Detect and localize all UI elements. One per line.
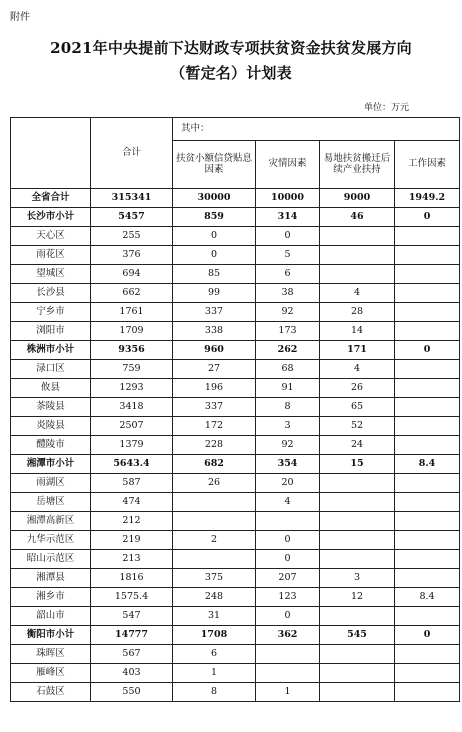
cell-region: 湘潭高新区 <box>11 512 91 531</box>
cell-work <box>395 569 460 588</box>
unit-label: 单位：万元 <box>364 103 410 113</box>
cell-region: 湘乡市 <box>11 588 91 607</box>
cell-disaster: 92 <box>256 436 320 455</box>
cell-work <box>395 379 460 398</box>
cell-work <box>395 246 460 265</box>
cell-total: 474 <box>91 493 173 512</box>
cell-work: 0 <box>395 341 460 360</box>
cell-disaster: 38 <box>256 284 320 303</box>
table-row <box>11 398 460 417</box>
cell-total: 2507 <box>91 417 173 436</box>
cell-relocation: 52 <box>320 417 395 436</box>
cell-region: 茶陵县 <box>11 398 91 417</box>
cell-microcredit: 26 <box>173 474 256 493</box>
cell-relocation: 15 <box>320 455 395 474</box>
cell-region: 长沙县 <box>11 284 91 303</box>
cell-total: 3418 <box>91 398 173 417</box>
cell-microcredit <box>173 493 256 512</box>
cell-disaster: 0 <box>256 227 320 246</box>
cell-disaster: 354 <box>256 455 320 474</box>
cell-relocation <box>320 550 395 569</box>
cell-work <box>395 512 460 531</box>
cell-region: 醴陵市 <box>11 436 91 455</box>
cell-work <box>395 303 460 322</box>
cell-relocation: 28 <box>320 303 395 322</box>
cell-relocation: 4 <box>320 284 395 303</box>
cell-total: 759 <box>91 360 173 379</box>
cell-total: 662 <box>91 284 173 303</box>
cell-region: 昭山示范区 <box>11 550 91 569</box>
cell-region: 九华示范区 <box>11 531 91 550</box>
cell-work: 0 <box>395 208 460 227</box>
cell-region: 雁峰区 <box>11 664 91 683</box>
cell-work <box>395 645 460 664</box>
cell-disaster: 92 <box>256 303 320 322</box>
table-row <box>11 284 460 303</box>
header-region <box>11 118 91 189</box>
document-title-line2: （暂定名）计划表 <box>170 64 292 82</box>
header-total: 合计 <box>91 118 173 189</box>
cell-region: 雨花区 <box>11 246 91 265</box>
cell-microcredit: 228 <box>173 436 256 455</box>
table-row <box>11 341 460 360</box>
cell-work <box>395 493 460 512</box>
cell-relocation <box>320 531 395 550</box>
table-row <box>11 360 460 379</box>
cell-work: 0 <box>395 626 460 645</box>
cell-microcredit: 30000 <box>173 189 256 208</box>
header-col-microcredit: 扶贫小额信贷贴息因素 <box>173 141 256 189</box>
cell-work <box>395 398 460 417</box>
cell-relocation: 46 <box>320 208 395 227</box>
cell-microcredit: 248 <box>173 588 256 607</box>
cell-microcredit: 31 <box>173 607 256 626</box>
cell-total: 212 <box>91 512 173 531</box>
cell-work <box>395 322 460 341</box>
cell-microcredit: 27 <box>173 360 256 379</box>
cell-total: 403 <box>91 664 173 683</box>
cell-disaster <box>256 664 320 683</box>
cell-region: 珠晖区 <box>11 645 91 664</box>
cell-relocation: 9000 <box>320 189 395 208</box>
cell-relocation: 12 <box>320 588 395 607</box>
cell-disaster <box>256 512 320 531</box>
cell-region: 长沙市小计 <box>11 208 91 227</box>
cell-microcredit: 338 <box>173 322 256 341</box>
cell-microcredit: 682 <box>173 455 256 474</box>
table-row <box>11 512 460 531</box>
cell-relocation <box>320 512 395 531</box>
table-row <box>11 474 460 493</box>
allocation-table <box>10 117 460 702</box>
cell-relocation <box>320 683 395 702</box>
table-row <box>11 417 460 436</box>
table-row <box>11 208 460 227</box>
header-col-disaster: 灾情因素 <box>256 141 320 189</box>
cell-relocation <box>320 474 395 493</box>
cell-disaster: 10000 <box>256 189 320 208</box>
cell-work <box>395 284 460 303</box>
cell-region: 全省合计 <box>11 189 91 208</box>
cell-microcredit: 2 <box>173 531 256 550</box>
cell-region: 浏阳市 <box>11 322 91 341</box>
header-col-relocation: 易地扶贫搬迁后续产业扶持 <box>320 141 395 189</box>
cell-relocation <box>320 645 395 664</box>
table-row <box>11 683 460 702</box>
table-row <box>11 303 460 322</box>
cell-total: 14777 <box>91 626 173 645</box>
cell-microcredit: 0 <box>173 246 256 265</box>
table-row <box>11 265 460 284</box>
cell-disaster: 6 <box>256 265 320 284</box>
table-row <box>11 455 460 474</box>
cell-region: 炎陵县 <box>11 417 91 436</box>
table-row <box>11 626 460 645</box>
cell-relocation <box>320 246 395 265</box>
cell-region: 雨湖区 <box>11 474 91 493</box>
header-among: 其中： <box>173 118 460 141</box>
attachment-label: 附件 <box>10 12 30 23</box>
cell-microcredit: 1708 <box>173 626 256 645</box>
cell-region: 湘潭市小计 <box>11 455 91 474</box>
table-body <box>11 189 460 702</box>
cell-total: 315341 <box>91 189 173 208</box>
cell-microcredit: 859 <box>173 208 256 227</box>
cell-microcredit <box>173 512 256 531</box>
cell-total: 1379 <box>91 436 173 455</box>
cell-total: 567 <box>91 645 173 664</box>
cell-disaster <box>256 645 320 664</box>
cell-relocation: 14 <box>320 322 395 341</box>
cell-region: 攸县 <box>11 379 91 398</box>
table-row <box>11 531 460 550</box>
cell-disaster: 362 <box>256 626 320 645</box>
cell-microcredit: 172 <box>173 417 256 436</box>
cell-work <box>395 265 460 284</box>
cell-disaster: 8 <box>256 398 320 417</box>
cell-region: 韶山市 <box>11 607 91 626</box>
cell-disaster: 3 <box>256 417 320 436</box>
cell-relocation <box>320 227 395 246</box>
cell-microcredit: 0 <box>173 227 256 246</box>
cell-work: 1949.2 <box>395 189 460 208</box>
table-row <box>11 322 460 341</box>
cell-total: 5643.4 <box>91 455 173 474</box>
cell-work <box>395 607 460 626</box>
cell-disaster: 123 <box>256 588 320 607</box>
table-row <box>11 645 460 664</box>
cell-relocation: 24 <box>320 436 395 455</box>
cell-total: 219 <box>91 531 173 550</box>
table-row <box>11 588 460 607</box>
cell-relocation: 65 <box>320 398 395 417</box>
cell-relocation: 545 <box>320 626 395 645</box>
cell-region: 渌口区 <box>11 360 91 379</box>
cell-total: 550 <box>91 683 173 702</box>
cell-total: 547 <box>91 607 173 626</box>
cell-microcredit: 337 <box>173 303 256 322</box>
cell-disaster: 20 <box>256 474 320 493</box>
cell-region: 株洲市小计 <box>11 341 91 360</box>
cell-work: 8.4 <box>395 588 460 607</box>
table-row <box>11 493 460 512</box>
cell-disaster: 5 <box>256 246 320 265</box>
cell-total: 1709 <box>91 322 173 341</box>
cell-microcredit: 960 <box>173 341 256 360</box>
cell-microcredit: 196 <box>173 379 256 398</box>
cell-total: 694 <box>91 265 173 284</box>
cell-total: 255 <box>91 227 173 246</box>
table-row <box>11 569 460 588</box>
cell-relocation <box>320 664 395 683</box>
cell-total: 1816 <box>91 569 173 588</box>
cell-region: 湘潭县 <box>11 569 91 588</box>
cell-total: 1575.4 <box>91 588 173 607</box>
header-col-work: 工作因素 <box>395 141 460 189</box>
cell-disaster: 314 <box>256 208 320 227</box>
cell-relocation <box>320 493 395 512</box>
table-row <box>11 227 460 246</box>
cell-total: 1761 <box>91 303 173 322</box>
cell-work <box>395 360 460 379</box>
cell-relocation: 3 <box>320 569 395 588</box>
table-row <box>11 550 460 569</box>
cell-microcredit: 8 <box>173 683 256 702</box>
cell-microcredit: 85 <box>173 265 256 284</box>
cell-disaster: 0 <box>256 550 320 569</box>
cell-microcredit <box>173 550 256 569</box>
cell-disaster: 0 <box>256 607 320 626</box>
cell-disaster: 207 <box>256 569 320 588</box>
cell-disaster: 68 <box>256 360 320 379</box>
cell-total: 587 <box>91 474 173 493</box>
cell-microcredit: 6 <box>173 645 256 664</box>
cell-disaster: 0 <box>256 531 320 550</box>
cell-total: 9356 <box>91 341 173 360</box>
cell-disaster: 262 <box>256 341 320 360</box>
cell-region: 宁乡市 <box>11 303 91 322</box>
document-title-line1: 2021年中央提前下达财政专项扶贫资金扶贫发展方向 <box>50 39 412 57</box>
cell-work <box>395 664 460 683</box>
cell-total: 1293 <box>91 379 173 398</box>
cell-region: 石鼓区 <box>11 683 91 702</box>
table-row <box>11 246 460 265</box>
table-row <box>11 379 460 398</box>
cell-microcredit: 375 <box>173 569 256 588</box>
cell-work <box>395 683 460 702</box>
cell-total: 376 <box>91 246 173 265</box>
table-row <box>11 189 460 208</box>
cell-microcredit: 337 <box>173 398 256 417</box>
cell-work: 8.4 <box>395 455 460 474</box>
cell-disaster: 1 <box>256 683 320 702</box>
cell-relocation: 171 <box>320 341 395 360</box>
table-row <box>11 436 460 455</box>
cell-region: 衡阳市小计 <box>11 626 91 645</box>
cell-work <box>395 531 460 550</box>
cell-work <box>395 227 460 246</box>
cell-total: 5457 <box>91 208 173 227</box>
cell-work <box>395 474 460 493</box>
cell-microcredit: 99 <box>173 284 256 303</box>
cell-work <box>395 550 460 569</box>
table-row <box>11 664 460 683</box>
cell-disaster: 91 <box>256 379 320 398</box>
cell-relocation: 4 <box>320 360 395 379</box>
cell-relocation <box>320 265 395 284</box>
cell-disaster: 173 <box>256 322 320 341</box>
table-row <box>11 607 460 626</box>
cell-work <box>395 436 460 455</box>
cell-relocation: 26 <box>320 379 395 398</box>
cell-region: 岳塘区 <box>11 493 91 512</box>
cell-disaster: 4 <box>256 493 320 512</box>
cell-work <box>395 417 460 436</box>
cell-total: 213 <box>91 550 173 569</box>
cell-microcredit: 1 <box>173 664 256 683</box>
cell-region: 天心区 <box>11 227 91 246</box>
cell-relocation <box>320 607 395 626</box>
cell-region: 望城区 <box>11 265 91 284</box>
